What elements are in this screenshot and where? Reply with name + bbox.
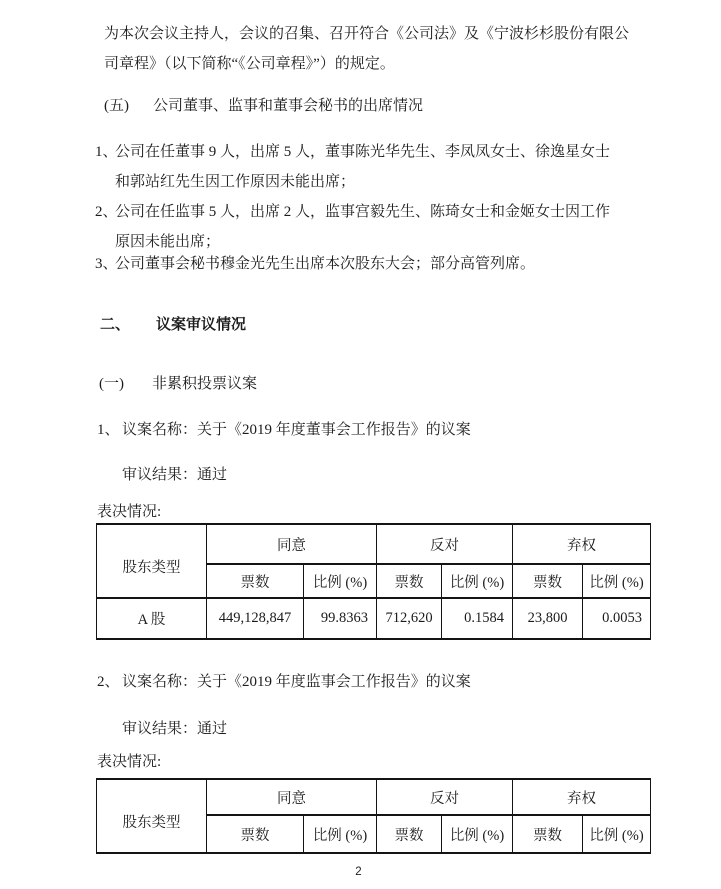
- cell-abstain-votes: 23,800: [513, 598, 583, 639]
- section-2-number: 二、: [100, 317, 131, 333]
- attendance-item-2: [95, 197, 610, 257]
- proposal-1-number: 1、: [97, 422, 120, 438]
- th-against-votes: 票数: [377, 564, 442, 598]
- section-2-title: 议案审议情况: [156, 317, 247, 333]
- proposal-1-name: 议案名称：关于《2019 年度董事会工作报告》的议案: [122, 422, 471, 438]
- th-against-votes: 票数: [377, 815, 442, 853]
- attendance-3-line-1: 公司董事会秘书穆金光先生出席本次股东大会；部分高管列席。: [115, 256, 536, 272]
- vote-table-1: [96, 523, 651, 640]
- th-agree-votes: 票数: [207, 564, 304, 598]
- th-against-ratio: 比例 (%): [442, 564, 513, 598]
- voting-status-label-2: 表决情况:: [97, 754, 162, 770]
- attendance-2-line-2: 原因未能出席；: [115, 234, 221, 250]
- proposal-2-result: 审议结果：通过: [122, 721, 228, 737]
- list-number: 2、: [95, 204, 118, 220]
- th-shareholder-type: 股东类型: [97, 524, 207, 598]
- list-number: 3、: [95, 256, 118, 272]
- th-abstain: 弃权: [513, 779, 651, 815]
- th-abstain-votes: 票数: [513, 815, 583, 853]
- th-agree: 同意: [207, 779, 377, 815]
- attendance-item-3: [95, 249, 535, 279]
- th-against-ratio: 比例 (%): [442, 815, 513, 853]
- proposal-1-title: [97, 415, 471, 445]
- cell-shareholder-type: A 股: [97, 598, 207, 639]
- th-agree-ratio: 比例 (%): [304, 564, 377, 598]
- page-number: 2: [355, 866, 362, 878]
- vote-table-2: [96, 778, 651, 854]
- th-abstain-ratio: 比例 (%): [583, 815, 651, 853]
- intro-paragraph: [104, 19, 664, 79]
- th-abstain-votes: 票数: [513, 564, 583, 598]
- voting-status-label-1: 表决情况:: [97, 504, 162, 520]
- th-against: 反对: [377, 779, 513, 815]
- proposal-2-title: [97, 667, 471, 697]
- list-number: 1、: [95, 144, 118, 160]
- cell-against-ratio: 0.1584: [442, 598, 513, 639]
- th-abstain-ratio: 比例 (%): [583, 564, 651, 598]
- proposal-2-name: 议案名称：关于《2019 年度监事会工作报告》的议案: [122, 674, 471, 690]
- intro-line-1: 为本次会议主持人，会议的召集、召开符合《公司法》及《宁波杉杉股份有限公: [104, 26, 630, 42]
- section-5-heading: [104, 91, 423, 121]
- proposal-1-result: 审议结果：通过: [122, 467, 228, 483]
- section-2-heading: [100, 310, 246, 340]
- cell-agree-ratio: 99.8363: [304, 598, 377, 639]
- th-agree-votes: 票数: [207, 815, 304, 853]
- cell-agree-votes: 449,128,847: [207, 598, 304, 639]
- attendance-2-line-1: 公司在任监事 5 人，出席 2 人，监事宫毅先生、陈琦女士和金姬女士因工作: [115, 204, 611, 220]
- table-row: [97, 598, 651, 639]
- subsection-1-heading: [99, 369, 257, 399]
- subsection-1-title: 非累积投票议案: [152, 376, 258, 392]
- cell-against-votes: 712,620: [377, 598, 442, 639]
- intro-line-2: 司章程》（以下简称“《公司章程》”）的规定。: [104, 56, 395, 72]
- section-5-title: 公司董事、监事和董事会秘书的出席情况: [153, 98, 424, 114]
- th-shareholder-type: 股东类型: [97, 779, 207, 853]
- th-abstain: 弃权: [513, 524, 651, 564]
- subsection-1-number: (一): [99, 376, 124, 392]
- attendance-1-line-2: 和郭站红先生因工作原因未能出席；: [115, 174, 356, 190]
- attendance-1-line-1: 公司在任董事 9 人，出席 5 人，董事陈光华先生、李凤凤女士、徐逸星女士: [115, 144, 611, 160]
- section-5-number: (五): [104, 98, 129, 114]
- cell-abstain-ratio: 0.0053: [583, 598, 651, 639]
- attendance-item-1: [95, 137, 610, 197]
- th-agree-ratio: 比例 (%): [304, 815, 377, 853]
- proposal-2-number: 2、: [97, 674, 120, 690]
- th-against: 反对: [377, 524, 513, 564]
- th-agree: 同意: [207, 524, 377, 564]
